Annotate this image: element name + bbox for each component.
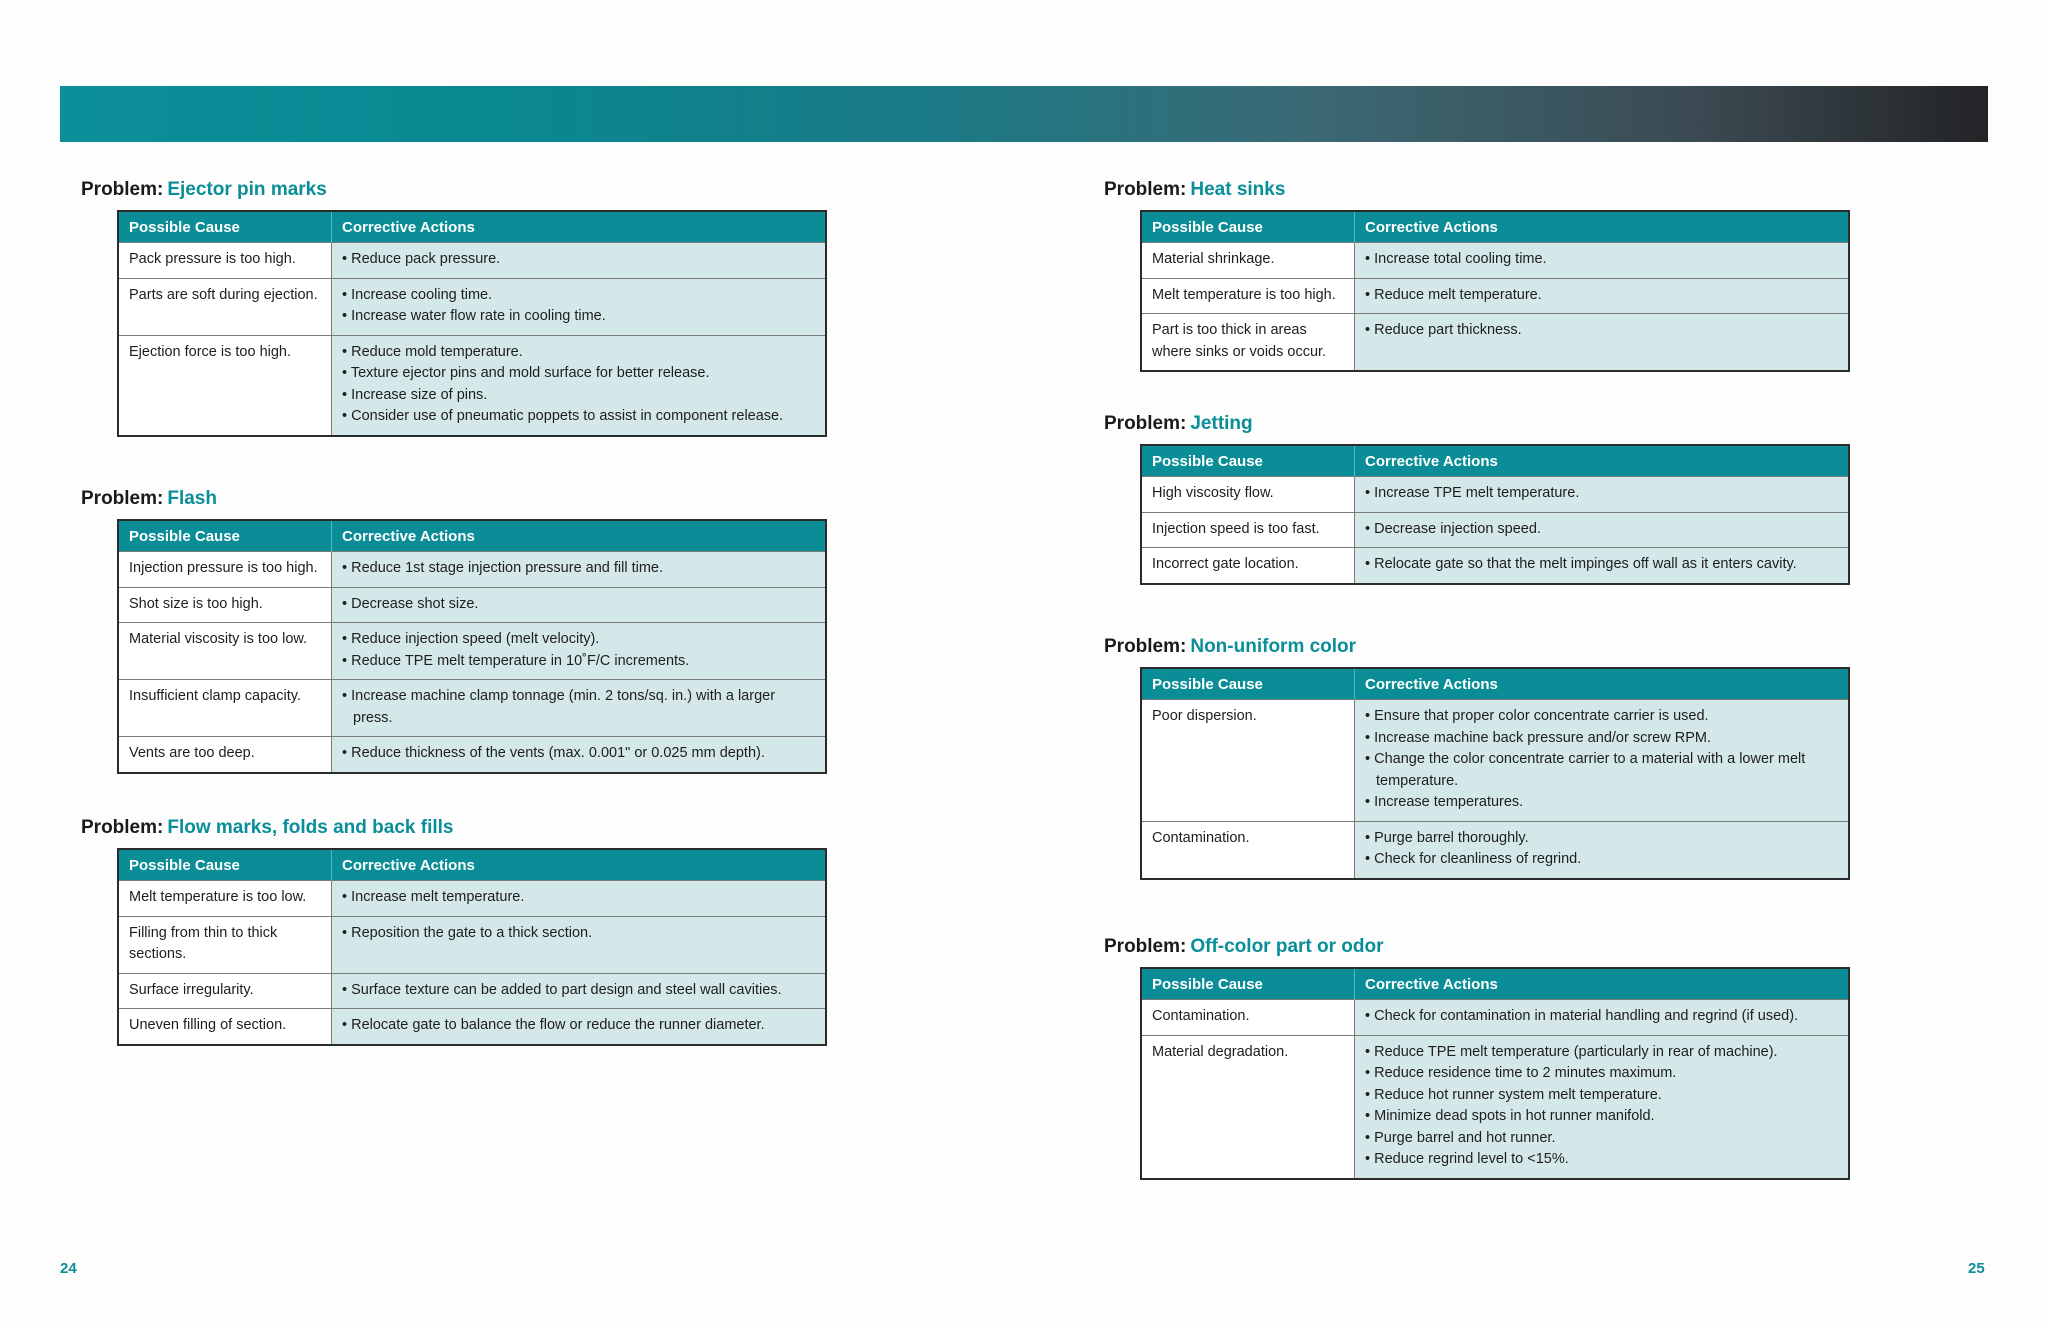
cause-cell: Parts are soft during ejection. [118,278,332,335]
action-item: • Increase cooling time. [342,285,815,307]
possible-cause-header: Possible Cause [1141,211,1355,243]
table-row [118,623,826,680]
action-item: • Purge barrel thoroughly. [1365,828,1838,850]
actions-cell [1355,821,1850,879]
problem-prefix: Problem: [1104,636,1187,657]
problem-section [81,487,827,774]
cause-cell: Ejection force is too high. [118,335,332,436]
page-number-left: 24 [60,1260,77,1277]
actions-cell [1355,243,1850,279]
action-item: • Increase size of pins. [342,385,815,407]
cause-action-table [1140,967,1850,1180]
table-header-row [1141,968,1849,1000]
table-row [118,552,826,588]
table-header-row [118,211,826,243]
action-item: • Increase machine back pressure and/or screw RPM. [1365,728,1838,750]
table-header-row [1141,445,1849,477]
table-row [1141,243,1849,279]
actions-cell [332,916,827,973]
action-item: • Reduce regrind level to <15%. [1365,1149,1838,1171]
cause-action-table [117,210,827,437]
corrective-actions-header: Corrective Actions [332,211,827,243]
problem-section [1104,935,1850,1180]
table-row [118,737,826,773]
possible-cause-header: Possible Cause [1141,968,1355,1000]
actions-cell [332,335,827,436]
actions-cell [1355,700,1850,822]
table-row [1141,314,1849,372]
table-header-row [118,849,826,881]
cause-cell: Material shrinkage. [1141,243,1355,279]
corrective-actions-header: Corrective Actions [332,520,827,552]
action-item: • Reduce residence time to 2 minutes maximum. [1365,1063,1838,1085]
table-row [1141,548,1849,584]
problem-prefix: Problem: [1104,413,1187,434]
cause-cell: Part is too thick in areas where sinks or voids occur. [1141,314,1355,372]
table-row [1141,1035,1849,1179]
table-row [118,973,826,1009]
problem-section [1104,635,1850,880]
problem-name: Ejector pin marks [167,179,327,200]
action-item: • Reduce 1st stage injection pressure and fill time. [342,558,815,580]
actions-cell [332,973,827,1009]
problem-section [1104,412,1850,585]
action-item: • Reduce TPE melt temperature (particularly in rear of machine). [1365,1042,1838,1064]
actions-cell [1355,548,1850,584]
problem-name: Flash [167,488,217,509]
cause-cell: Incorrect gate location. [1141,548,1355,584]
action-item: • Consider use of pneumatic poppets to assist in component release. [342,406,815,428]
actions-cell [332,623,827,680]
action-item: • Increase temperatures. [1365,792,1838,814]
cause-cell: Filling from thin to thick sections. [118,916,332,973]
table-row [118,243,826,279]
cause-action-table [1140,667,1850,880]
actions-cell [332,587,827,623]
table-row [1141,512,1849,548]
problem-heading [1104,635,1850,659]
table-header-row [1141,211,1849,243]
action-item: • Ensure that proper color concentrate carrier is used. [1365,706,1838,728]
cause-action-table [1140,444,1850,585]
possible-cause-header: Possible Cause [118,849,332,881]
corrective-actions-header: Corrective Actions [1355,211,1850,243]
action-item: • Check for cleanliness of regrind. [1365,849,1838,871]
cause-cell: Shot size is too high. [118,587,332,623]
action-item: • Surface texture can be added to part design and steel wall cavities. [342,980,815,1002]
problem-name: Off-color part or odor [1190,936,1384,957]
table-row [1141,700,1849,822]
action-item: • Check for contamination in material handling and regrind (if used). [1365,1006,1838,1028]
actions-cell [1355,1000,1850,1036]
corrective-actions-header: Corrective Actions [332,849,827,881]
action-item: • Increase total cooling time. [1365,249,1838,271]
problem-name: Heat sinks [1190,179,1286,200]
problem-prefix: Problem: [1104,179,1187,200]
cause-action-table [1140,210,1850,372]
cause-cell: Vents are too deep. [118,737,332,773]
problem-prefix: Problem: [1104,936,1187,957]
table-row [118,278,826,335]
problem-section [81,816,827,1046]
action-item: • Purge barrel and hot runner. [1365,1128,1838,1150]
actions-cell [332,881,827,917]
possible-cause-header: Possible Cause [1141,445,1355,477]
actions-cell [1355,512,1850,548]
problem-name: Non-uniform color [1190,636,1357,657]
possible-cause-header: Possible Cause [118,520,332,552]
actions-cell [332,737,827,773]
cause-cell: Pack pressure is too high. [118,243,332,279]
actions-cell [332,1009,827,1045]
possible-cause-header: Possible Cause [1141,668,1355,700]
cause-cell: Melt temperature is too low. [118,881,332,917]
action-item: • Reduce TPE melt temperature in 10˚F/C increments. [342,651,815,673]
header-banner [60,86,1988,142]
action-item: • Increase TPE melt temperature. [1365,483,1838,505]
cause-cell: Insufficient clamp capacity. [118,680,332,737]
cause-cell: Melt temperature is too high. [1141,278,1355,314]
action-item: • Reduce mold temperature. [342,342,815,364]
actions-cell [1355,477,1850,513]
action-item: • Texture ejector pins and mold surface for better release. [342,363,815,385]
cause-cell: High viscosity flow. [1141,477,1355,513]
problem-prefix: Problem: [81,488,164,509]
table-row [118,587,826,623]
table-row [118,881,826,917]
cause-cell: Uneven filling of section. [118,1009,332,1045]
table-row [118,916,826,973]
cause-cell: Injection pressure is too high. [118,552,332,588]
problem-name: Jetting [1190,413,1253,434]
actions-cell [1355,278,1850,314]
table-row [1141,278,1849,314]
problem-section [1104,178,1850,372]
corrective-actions-header: Corrective Actions [1355,445,1850,477]
actions-cell [332,680,827,737]
table-row [118,1009,826,1045]
action-item: • Relocate gate so that the melt impinges off wall as it enters cavity. [1365,554,1838,576]
table-row [118,680,826,737]
problem-heading [1104,178,1850,202]
action-item: • Reduce thickness of the vents (max. 0.001" or 0.025 mm depth). [342,743,815,765]
action-item: • Reduce pack pressure. [342,249,815,271]
action-item: • Minimize dead spots in hot runner manifold. [1365,1106,1838,1128]
action-item: • Increase machine clamp tonnage (min. 2 tons/sq. in.) with a larger press. [342,686,815,729]
cause-action-table [117,519,827,774]
cause-cell: Material degradation. [1141,1035,1355,1179]
actions-cell [1355,1035,1850,1179]
cause-cell: Material viscosity is too low. [118,623,332,680]
problem-prefix: Problem: [81,179,164,200]
problem-prefix: Problem: [81,817,164,838]
possible-cause-header: Possible Cause [118,211,332,243]
problem-heading [81,816,827,840]
action-item: • Reduce part thickness. [1365,320,1838,342]
table-header-row [1141,668,1849,700]
cause-cell: Injection speed is too fast. [1141,512,1355,548]
problem-section [81,178,827,437]
problem-heading [81,178,827,202]
actions-cell [332,243,827,279]
action-item: • Increase melt temperature. [342,887,815,909]
table-row [1141,1000,1849,1036]
problem-heading [1104,412,1850,436]
cause-cell: Surface irregularity. [118,973,332,1009]
cause-cell: Contamination. [1141,821,1355,879]
actions-cell [1355,314,1850,372]
table-header-row [118,520,826,552]
corrective-actions-header: Corrective Actions [1355,668,1850,700]
action-item: • Decrease injection speed. [1365,519,1838,541]
problem-heading [1104,935,1850,959]
cause-cell: Contamination. [1141,1000,1355,1036]
corrective-actions-header: Corrective Actions [1355,968,1850,1000]
action-item: • Reposition the gate to a thick section. [342,923,815,945]
cause-action-table [117,848,827,1046]
table-row [1141,821,1849,879]
table-row [1141,477,1849,513]
action-item: • Reduce hot runner system melt temperature. [1365,1085,1838,1107]
problem-heading [81,487,827,511]
action-item: • Relocate gate to balance the flow or reduce the runner diameter. [342,1015,815,1037]
action-item: • Change the color concentrate carrier to a material with a lower melt temperature. [1365,749,1838,792]
cause-cell: Poor dispersion. [1141,700,1355,822]
page-number-right: 25 [1968,1260,1985,1277]
action-item: • Reduce melt temperature. [1365,285,1838,307]
actions-cell [332,552,827,588]
action-item: • Decrease shot size. [342,594,815,616]
action-item: • Reduce injection speed (melt velocity). [342,629,815,651]
action-item: • Increase water flow rate in cooling time. [342,306,815,328]
actions-cell [332,278,827,335]
table-row [118,335,826,436]
problem-name: Flow marks, folds and back fills [167,817,454,838]
